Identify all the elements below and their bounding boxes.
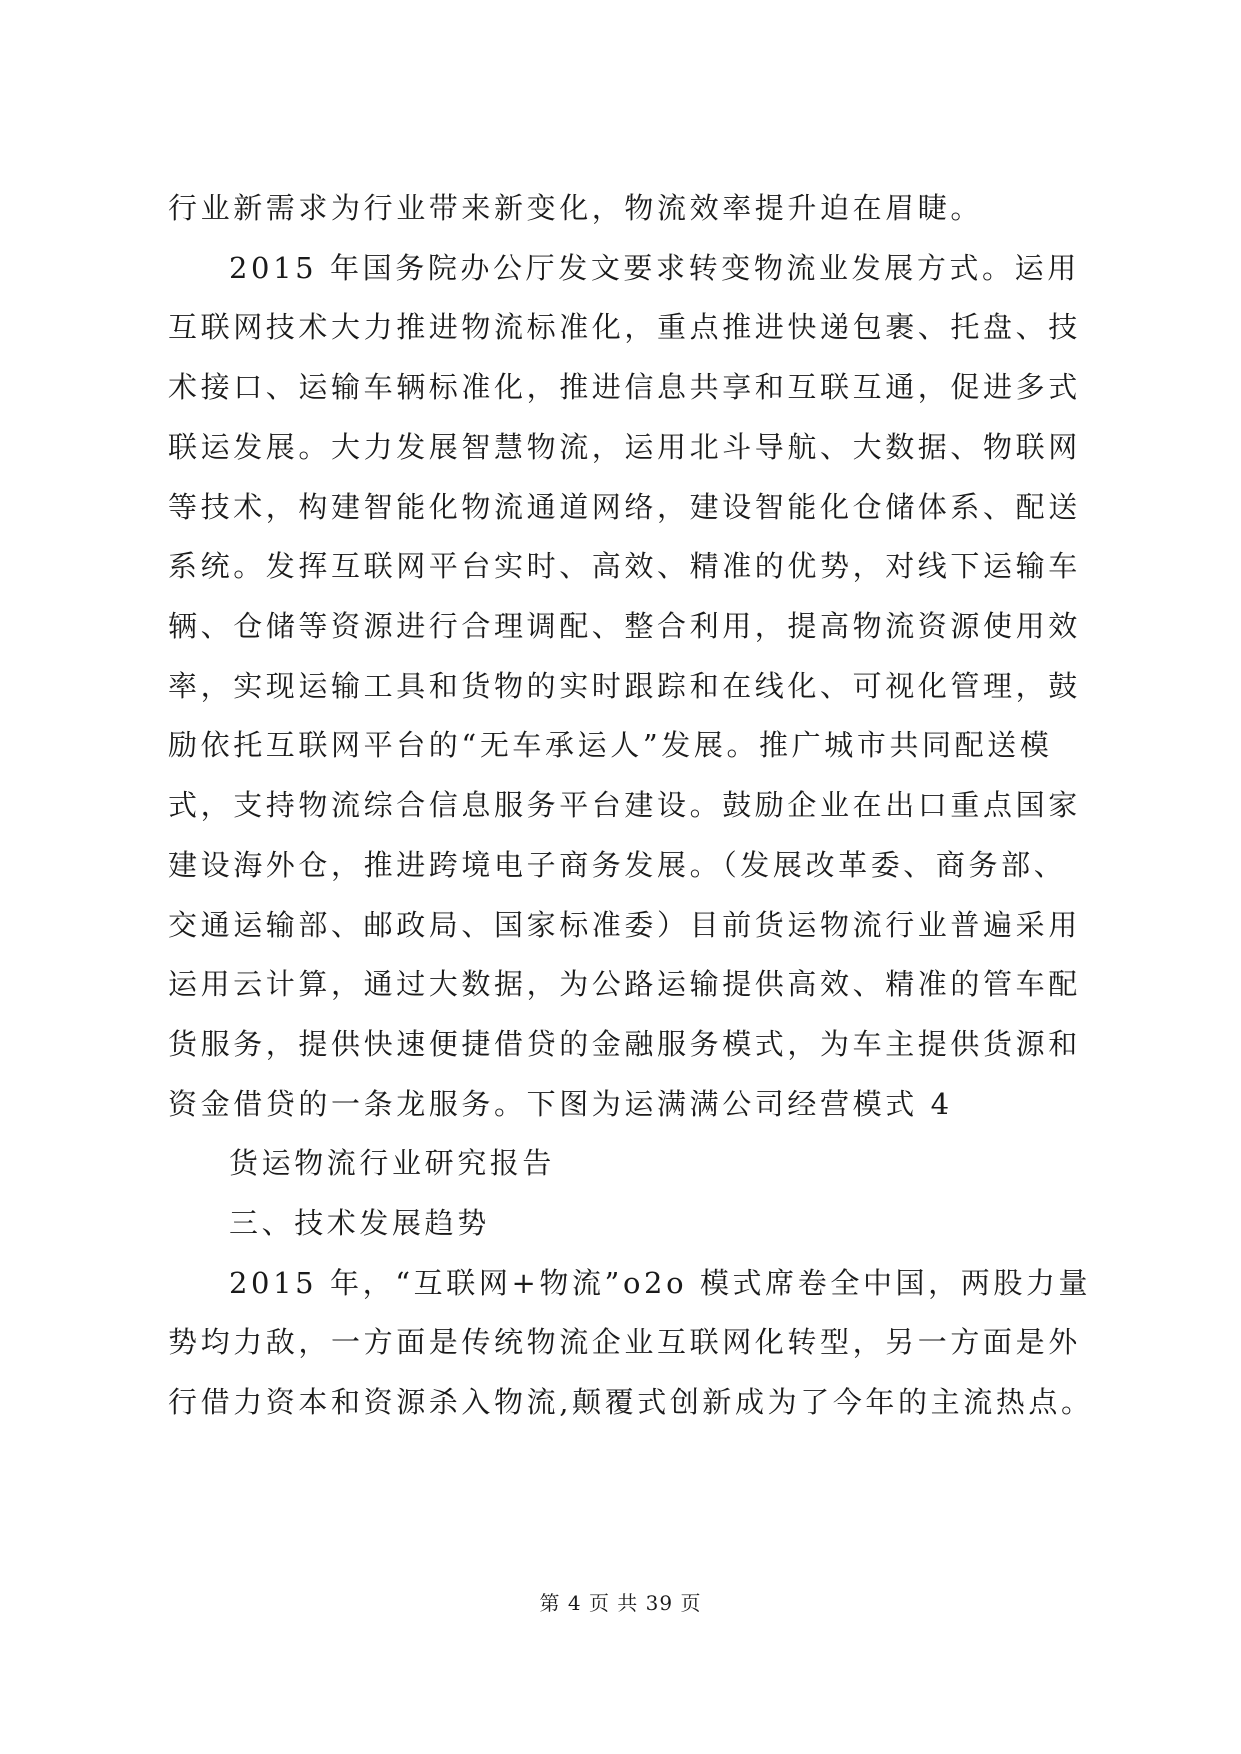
text-line: 互联网技术大力推进物流标准化，重点推进快递包裹、托盘、技: [168, 310, 1081, 344]
text-line: 运用云计算，通过大数据，为公路运输提供高效、精准的管车配: [168, 967, 1081, 1001]
text-line: 辆、仓储等资源进行合理调配、整合利用，提高物流资源使用效: [168, 609, 1081, 643]
text-line: 行借力资本和资源杀入物流,颠覆式创新成为了今年的主流热点。: [168, 1385, 1094, 1419]
text-line: 系统。发挥互联网平台实时、高效、精准的优势，对线下运输车: [168, 549, 1081, 583]
text-line: 式，支持物流综合信息服务平台建设。鼓励企业在出口重点国家: [168, 788, 1081, 822]
text-line: 联运发展。大力发展智慧物流，运用北斗导航、大数据、物联网: [168, 430, 1081, 464]
text-line: 术接口、运输车辆标准化，推进信息共享和互联互通，促进多式: [168, 370, 1081, 404]
text-line: 励依托互联网平台的“无车承运人”发展。推广城市共同配送模: [168, 728, 1053, 762]
text-line: 交通运输部、邮政局、国家标准委）目前货运物流行业普遍采用: [168, 908, 1081, 942]
text-line: 货服务，提供快速便捷借贷的金融服务模式，为车主提供货源和: [168, 1027, 1081, 1061]
text-line: 资金借贷的一条龙服务。下图为运满满公司经营模式 4: [168, 1087, 953, 1121]
text-line: 率，实现运输工具和货物的实时跟踪和在线化、可视化管理，鼓: [168, 669, 1081, 703]
paragraph-start-line: 2015 年国务院办公厅发文要求转变物流业发展方式。运用: [229, 251, 1080, 285]
section-heading: 三、技术发展趋势: [229, 1206, 490, 1240]
text-line: 建设海外仓，推进跨境电子商务发展。（发展改革委、商务部、: [168, 848, 1067, 882]
page-footer: 第 4 页 共 39 页: [539, 1591, 702, 1615]
paragraph-start-line: 2015 年，“互联网+物流”o2o 模式席卷全中国，两股力量: [229, 1266, 1092, 1300]
text-line: 行业新需求为行业带来新变化，物流效率提升迫在眉睫。: [168, 191, 984, 225]
report-title-line: 货运物流行业研究报告: [229, 1146, 556, 1180]
text-line: 等技术，构建智能化物流通道网络，建设智能化仓储体系、配送: [168, 490, 1081, 524]
text-line: 势均力敌，一方面是传统物流企业互联网化转型，另一方面是外: [168, 1325, 1081, 1359]
